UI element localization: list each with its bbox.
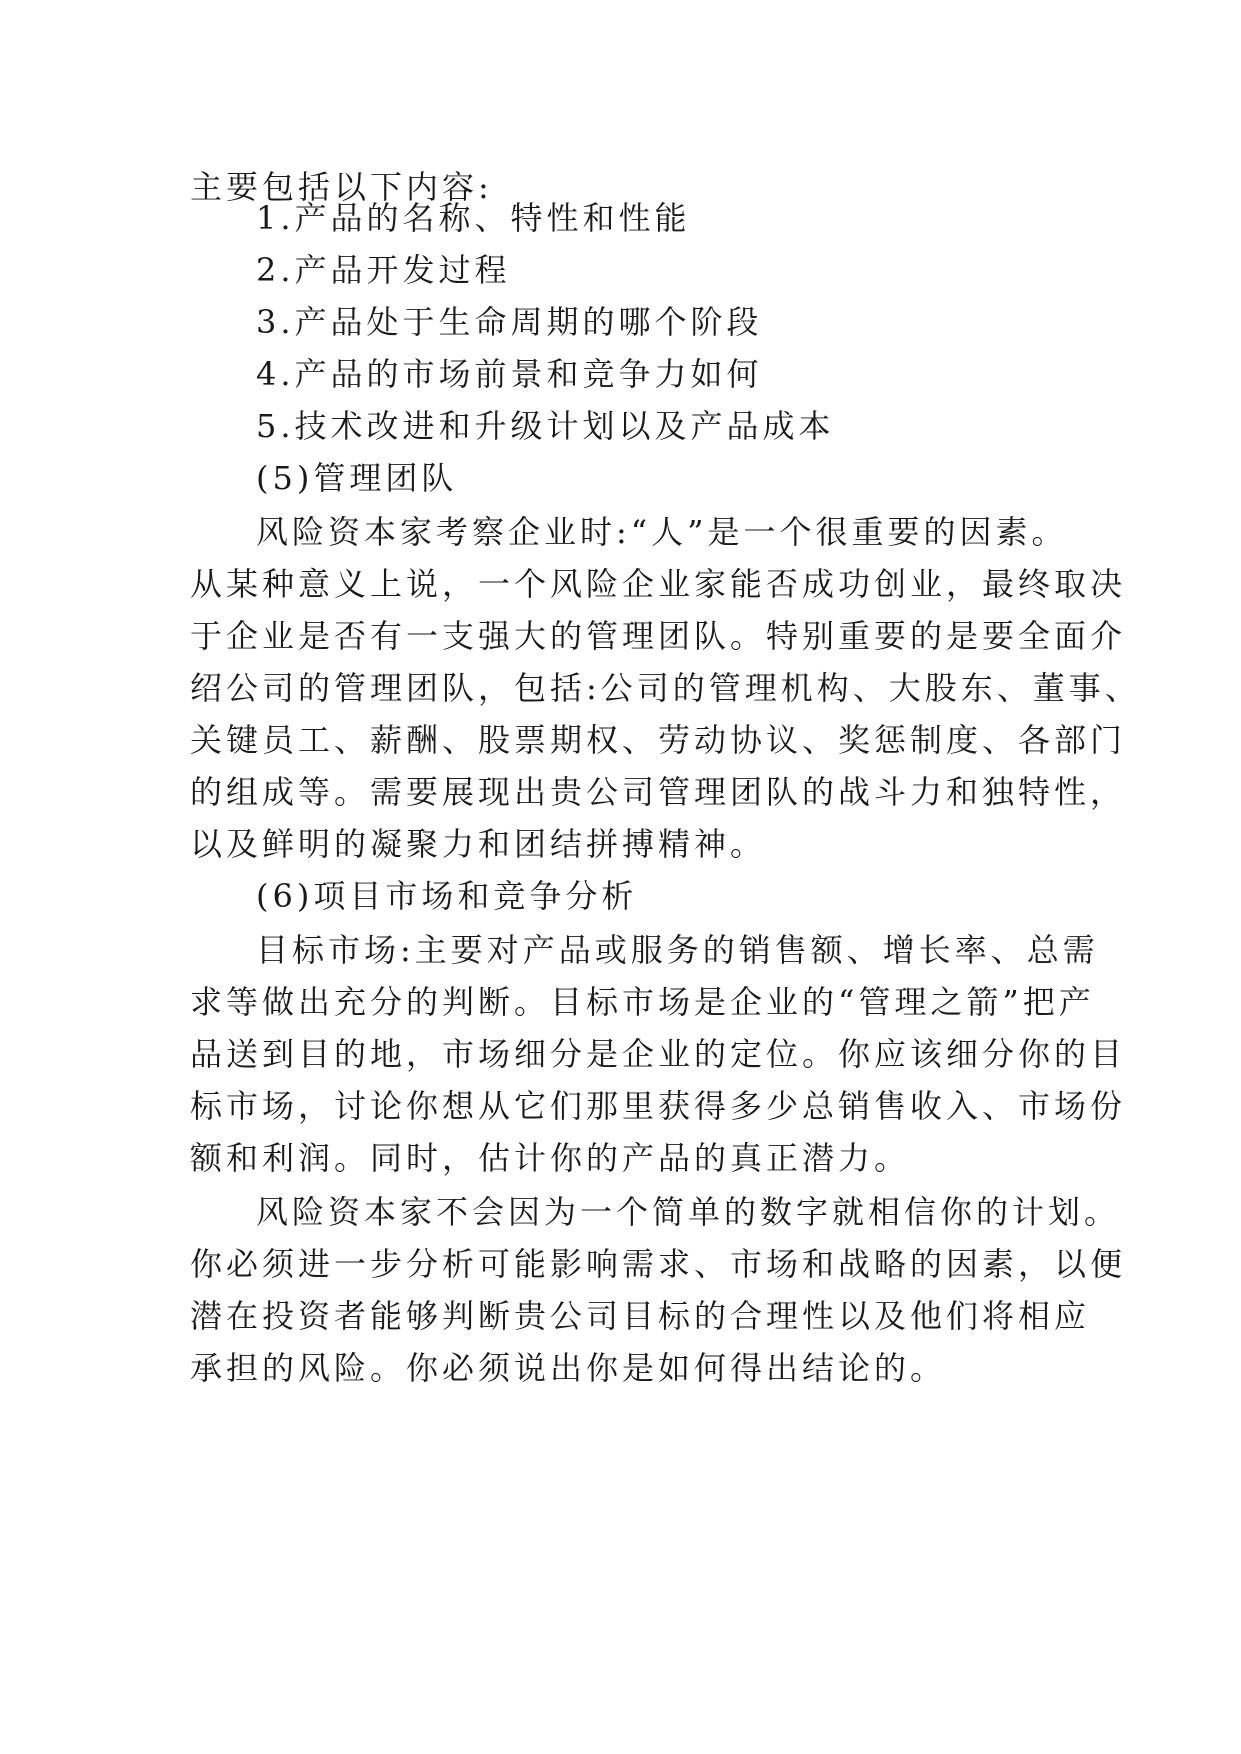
paragraph-line: 于企业是否有一支强大的管理团队。特别重要的是要全面介 (190, 617, 1127, 655)
paragraph-line: 风险资本家不会因为一个简单的数字就相信你的计划。 (256, 1193, 1121, 1231)
list-item-5: 5.技术改进和升级计划以及产品成本 (256, 407, 835, 445)
paragraph-line: 标市场，讨论你想从它们那里获得多少总销售收入、市场份 (190, 1087, 1127, 1125)
list-item-4: 4.产品的市场前景和竞争力如何 (256, 355, 763, 393)
paragraph-line: 目标市场:主要对产品或服务的销售额、增长率、总需 (256, 931, 1099, 969)
paragraph-line: 额和利润。同时，估计你的产品的真正潜力。 (190, 1139, 911, 1177)
paragraph-line: 求等做出充分的判断。目标市场是企业的“管理之箭”把产 (190, 983, 1095, 1021)
section-heading-market-analysis: (6)项目市场和竞争分析 (256, 877, 638, 915)
list-item-3: 3.产品处于生命周期的哪个阶段 (256, 303, 763, 341)
paragraph-line: 以及鲜明的凝聚力和团结拼搏精神。 (190, 825, 767, 863)
list-item-2: 2.产品开发过程 (256, 251, 511, 289)
paragraph-line: 承担的风险。你必须说出你是如何得出结论的。 (190, 1349, 947, 1387)
paragraph-line: 从某种意义上说，一个风险企业家能否成功创业，最终取决 (190, 565, 1127, 603)
paragraph-line: 绍公司的管理团队，包括:公司的管理机构、大股东、董事、 (190, 669, 1141, 707)
paragraph-line: 你必须进一步分析可能影响需求、市场和战略的因素，以便 (190, 1245, 1127, 1283)
paragraph-line: 潜在投资者能够判断贵公司目标的合理性以及他们将相应 (190, 1297, 1091, 1335)
section-heading-management-team: (5)管理团队 (256, 459, 458, 497)
paragraph-line: 品送到目的地，市场细分是企业的定位。你应该细分你的目 (190, 1035, 1127, 1073)
paragraph-line: 风险资本家考察企业时:“人”是一个很重要的因素。 (256, 513, 1068, 551)
intro-line: 主要包括以下内容: (190, 168, 493, 206)
paragraph-line: 的组成等。需要展现出贵公司管理团队的战斗力和独特性， (190, 773, 1127, 811)
list-item-1: 1.产品的名称、特性和性能 (256, 199, 691, 237)
paragraph-line: 关键员工、薪酬、股票期权、劳动协议、奖惩制度、各部门 (190, 721, 1127, 759)
